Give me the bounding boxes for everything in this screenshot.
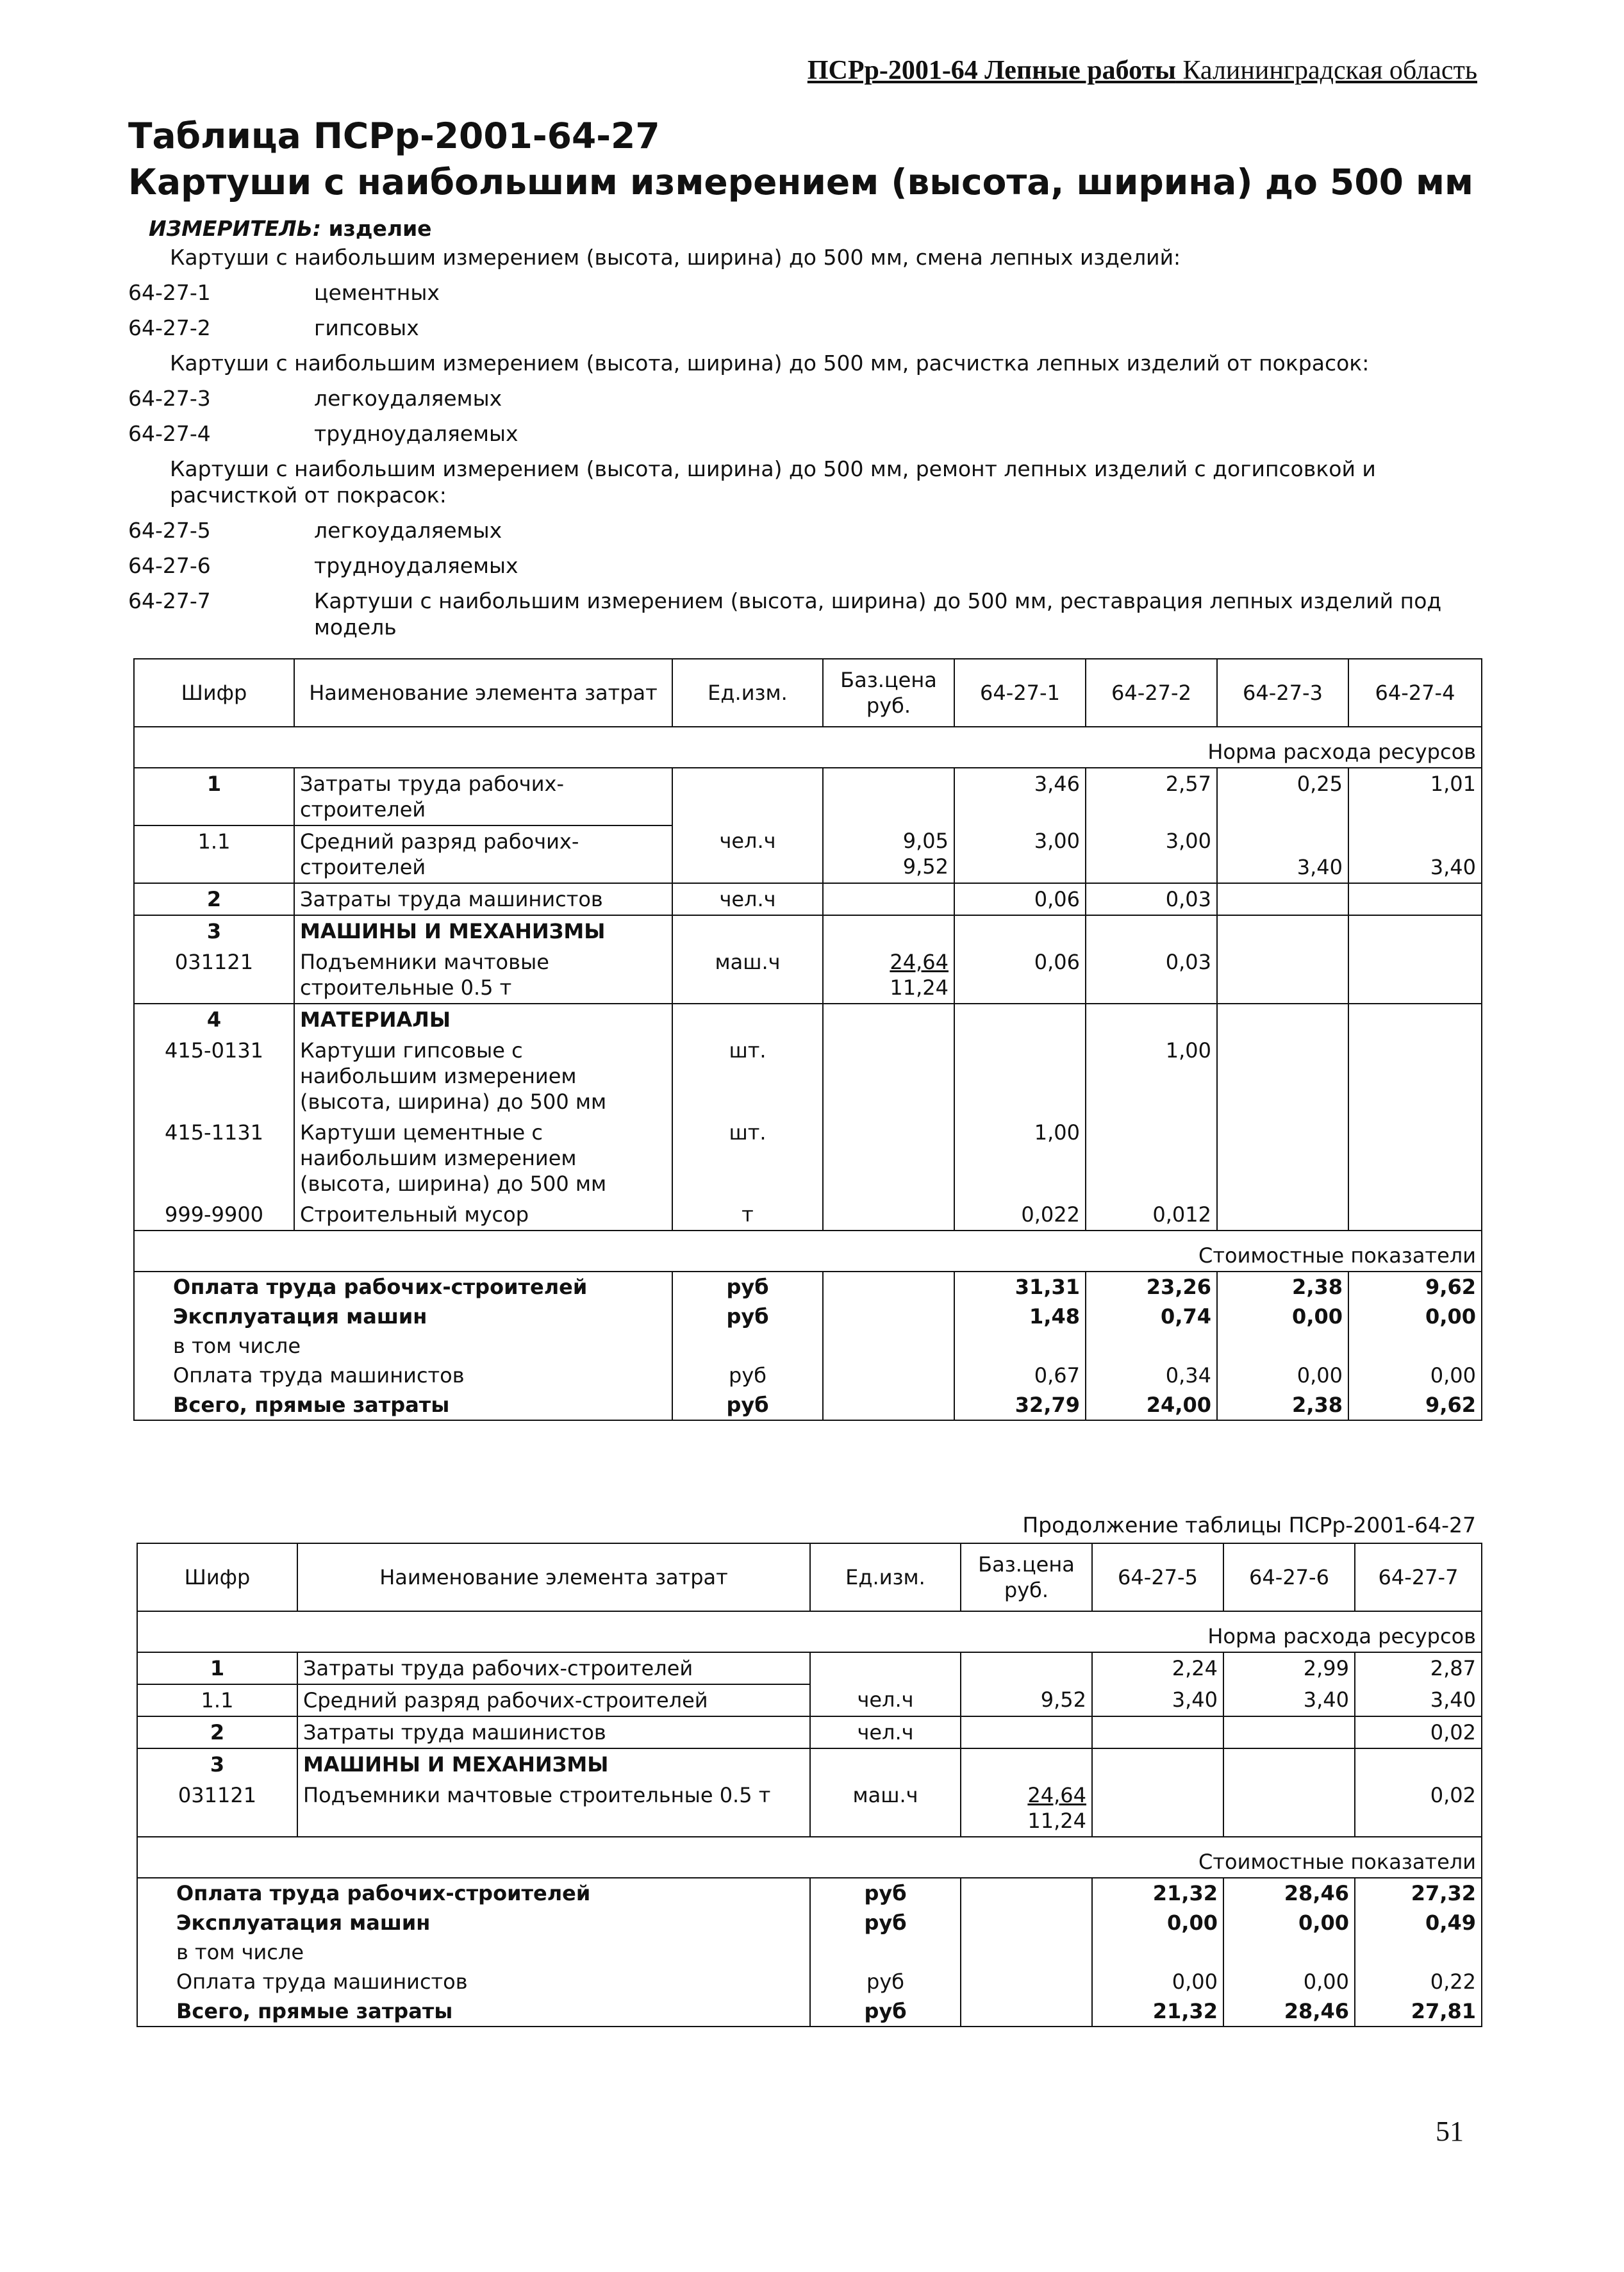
row-name: Средний разряд рабочих-строителей [294, 825, 672, 883]
header-price-line1: Баз.цена [840, 668, 937, 692]
row-code: 031121 [134, 947, 294, 1004]
row-value [1348, 1004, 1482, 1035]
header-name: Наименование элемента затрат [297, 1543, 810, 1611]
table-row [134, 915, 1482, 947]
cost-name: Эксплуатация машин [137, 1908, 810, 1937]
price-line: 11,24 [890, 975, 949, 1000]
row-value: 0,25 [1217, 768, 1348, 825]
cost-value: 0,00 [1217, 1361, 1348, 1390]
price-line: 24,64 [1027, 1783, 1086, 1807]
row-value: 3,46 [954, 768, 1086, 825]
meter-value: изделие [328, 216, 432, 241]
row-value [1223, 1780, 1355, 1837]
running-head [724, 55, 1477, 86]
cost-value: 1,48 [954, 1302, 1086, 1331]
section-norm: Норма расхода ресурсов [134, 727, 1482, 768]
row-unit: шт. [672, 1117, 823, 1199]
section-cost: Стоимостные показатели [134, 1231, 1482, 1272]
cost-value: 2,38 [1217, 1390, 1348, 1420]
row-code: 031121 [137, 1780, 297, 1837]
row-value: 0,03 [1086, 947, 1217, 1004]
row-value [1217, 883, 1348, 915]
row-value: 3,00 [1086, 825, 1217, 883]
cost-value: 9,62 [1348, 1390, 1482, 1420]
cost-price [961, 1996, 1092, 2027]
cost-value: 9,62 [1348, 1272, 1482, 1302]
row-value: 0,02 [1355, 1780, 1482, 1837]
row-unit [810, 1748, 961, 1780]
cost-value: 0,22 [1355, 1967, 1482, 1996]
table-header-row [137, 1543, 1482, 1611]
table-row [134, 1004, 1482, 1035]
header-price-line1: Баз.цена [978, 1552, 1075, 1577]
row-value [1355, 1748, 1482, 1780]
resource-table-2 [137, 1543, 1482, 2027]
cost-unit: руб [810, 1878, 961, 1908]
cost-value: 32,79 [954, 1390, 1086, 1420]
cost-row [134, 1361, 1482, 1390]
cost-value: 0,00 [1348, 1361, 1482, 1390]
cost-row [134, 1331, 1482, 1361]
price-line: 9,05 [902, 829, 949, 853]
table-row [134, 768, 1482, 825]
cost-value [1348, 1331, 1482, 1361]
table-row [134, 947, 1482, 1004]
cost-row [134, 1302, 1482, 1331]
row-price [823, 1004, 954, 1035]
cost-name: Оплата труда машинистов [137, 1967, 810, 1996]
row-name: Затраты труда машинистов [297, 1716, 810, 1748]
row-name: Картуши гипсовые с наибольшим измерением (высота, ширина) до 500 мм [294, 1035, 672, 1117]
header-col-4: 64-27-4 [1348, 659, 1482, 727]
header-col-1: 64-27-5 [1092, 1543, 1223, 1611]
running-head-bold: ПСРр-2001-64 Лепные работы [807, 56, 1176, 85]
row-value [1217, 1004, 1348, 1035]
row-value [1217, 1199, 1348, 1231]
cost-unit: руб [810, 1967, 961, 1996]
cost-value: 0,67 [954, 1361, 1086, 1390]
cost-price [823, 1302, 954, 1331]
row-value: 2,57 [1086, 768, 1217, 825]
cost-name: Эксплуатация машин [134, 1302, 672, 1331]
cost-value: 27,32 [1355, 1878, 1482, 1908]
cost-unit: руб [810, 1996, 961, 2027]
row-code: 1.1 [137, 1684, 297, 1716]
row-value: 0,03 [1086, 883, 1217, 915]
table-row [137, 1716, 1482, 1748]
cost-value: 0,00 [1217, 1302, 1348, 1331]
row-name: МАШИНЫ И МЕХАНИЗМЫ [297, 1748, 810, 1780]
row-value: 2,99 [1223, 1652, 1355, 1684]
row-code: 2 [137, 1716, 297, 1748]
row-price [961, 1716, 1092, 1748]
price-line: 11,24 [1027, 1809, 1086, 1833]
header-col-1: 64-27-1 [954, 659, 1086, 727]
cost-name: Оплата труда машинистов [134, 1361, 672, 1390]
desc-text: легкоудаляемых [314, 518, 502, 543]
row-name: Средний разряд рабочих-строителей [297, 1684, 810, 1716]
cost-row [137, 1908, 1482, 1937]
row-unit: чел.ч [810, 1684, 961, 1716]
desc-text: трудноудаляемых [314, 553, 518, 578]
desc-row [128, 385, 1480, 411]
cost-name: в том числе [137, 1937, 810, 1967]
row-name: Затраты труда рабочих-строителей [297, 1652, 810, 1684]
row-value [954, 1035, 1086, 1117]
table-row [137, 1652, 1482, 1684]
row-unit [672, 915, 823, 947]
table-row [134, 1117, 1482, 1199]
table-row [137, 1684, 1482, 1716]
cost-name: Оплата труда рабочих-строителей [134, 1272, 672, 1302]
row-value [954, 915, 1086, 947]
row-value [1223, 1716, 1355, 1748]
row-value: 1,00 [1086, 1035, 1217, 1117]
cost-name: Всего, прямые затраты [134, 1390, 672, 1420]
cost-value: 0,00 [1092, 1967, 1223, 1996]
row-name: Картуши цементные с наибольшим измерением (высота, ширина) до 500 мм [294, 1117, 672, 1199]
cost-unit [810, 1937, 961, 1967]
row-value: 0,012 [1086, 1199, 1217, 1231]
row-code: 415-0131 [134, 1035, 294, 1117]
cost-value: 21,32 [1092, 1878, 1223, 1908]
cost-value: 28,46 [1223, 1996, 1355, 2027]
cost-row [137, 1937, 1482, 1967]
row-value: 1,00 [954, 1117, 1086, 1199]
cost-value: 27,81 [1355, 1996, 1482, 2027]
cost-name: Всего, прямые затраты [137, 1996, 810, 2027]
row-value [1348, 1199, 1482, 1231]
row-unit: маш.ч [810, 1780, 961, 1837]
header-col-3: 64-27-3 [1217, 659, 1348, 727]
row-price [823, 825, 954, 883]
running-head-region: Калининградская область [1182, 56, 1477, 85]
price-line: 24,64 [890, 950, 949, 974]
header-price-line2: руб. [866, 693, 911, 718]
cost-value [1086, 1331, 1217, 1361]
table-title: Таблица ПСРр-2001-64-27 [128, 115, 660, 156]
desc-row [128, 588, 1480, 640]
cost-row [134, 1390, 1482, 1420]
description-block [128, 242, 1480, 640]
cost-unit: руб [672, 1390, 823, 1420]
cost-value [1092, 1937, 1223, 1967]
table-row [134, 883, 1482, 915]
row-value [1217, 915, 1348, 947]
cost-value: 0,00 [1092, 1908, 1223, 1937]
row-price [823, 947, 954, 1004]
header-price-line2: руб. [1004, 1578, 1049, 1602]
row-unit [810, 1652, 961, 1684]
row-name: МАШИНЫ И МЕХАНИЗМЫ [294, 915, 672, 947]
cost-value: 2,38 [1217, 1272, 1348, 1302]
row-code: 415-1131 [134, 1117, 294, 1199]
row-code: 1 [137, 1652, 297, 1684]
row-value [1223, 1748, 1355, 1780]
row-value [1348, 1035, 1482, 1117]
cost-unit: руб [672, 1361, 823, 1390]
row-value: 0,02 [1355, 1716, 1482, 1748]
row-value: 3,40 [1217, 825, 1348, 883]
row-name: Подъемники мачтовые строительные 0.5 т [294, 947, 672, 1004]
header-price [823, 659, 954, 727]
row-unit [672, 768, 823, 825]
row-price [823, 768, 954, 825]
row-value [1086, 1117, 1217, 1199]
table-header-row [134, 659, 1482, 727]
row-value: 2,24 [1092, 1652, 1223, 1684]
desc-row [128, 517, 1480, 543]
row-code: 999-9900 [134, 1199, 294, 1231]
row-name: Строительный мусор [294, 1199, 672, 1231]
desc-code: 64-27-4 [128, 421, 211, 446]
row-name: МАТЕРИАЛЫ [294, 1004, 672, 1035]
cost-name: Оплата труда рабочих-строителей [137, 1878, 810, 1908]
price-line: 9,52 [902, 854, 949, 879]
row-value [1348, 915, 1482, 947]
row-value: 3,40 [1223, 1684, 1355, 1716]
desc-text: трудноудаляемых [314, 421, 518, 446]
row-value: 2,87 [1355, 1652, 1482, 1684]
header-code: Шифр [137, 1543, 297, 1611]
row-unit: маш.ч [672, 947, 823, 1004]
row-value [1092, 1780, 1223, 1837]
desc-code: 64-27-5 [128, 518, 211, 543]
header-col-2: 64-27-2 [1086, 659, 1217, 727]
section-norm: Норма расхода ресурсов [137, 1611, 1482, 1652]
cost-value [1217, 1331, 1348, 1361]
row-code: 3 [134, 915, 294, 947]
cost-value: 28,46 [1223, 1878, 1355, 1908]
row-value [1348, 1117, 1482, 1199]
cost-value: 0,00 [1223, 1908, 1355, 1937]
row-code: 1 [134, 768, 294, 825]
cost-value: 0,34 [1086, 1361, 1217, 1390]
section-norm-row [137, 1611, 1482, 1652]
row-name: Затраты труда машинистов [294, 883, 672, 915]
row-price [823, 1035, 954, 1117]
cost-value [1355, 1937, 1482, 1967]
meter-label: ИЗМЕРИТЕЛЬ: [149, 216, 322, 241]
table-row [137, 1780, 1482, 1837]
row-code: 1.1 [134, 825, 294, 883]
row-value [1086, 915, 1217, 947]
row-unit: чел.ч [672, 825, 823, 883]
table-row [134, 825, 1482, 883]
cost-value: 0,49 [1355, 1908, 1482, 1937]
row-price [961, 1748, 1092, 1780]
cost-value: 0,00 [1223, 1967, 1355, 1996]
section-cost-row [137, 1837, 1482, 1878]
desc-text: легкоудаляемых [314, 386, 502, 411]
row-value [1217, 1117, 1348, 1199]
desc-code: 64-27-7 [128, 588, 211, 613]
row-value [1086, 1004, 1217, 1035]
group-heading: Картуши с наибольшим измерением (высота, ширина) до 500 мм, ремонт лепных изделий с догипсовкой и расчисткой от покрасок: [170, 456, 1376, 508]
row-unit [672, 1004, 823, 1035]
cost-price [823, 1390, 954, 1420]
row-value: 0,06 [954, 947, 1086, 1004]
desc-row [128, 552, 1480, 579]
cost-value [1223, 1937, 1355, 1967]
table-subtitle: Картуши с наибольшим измерением (высота, ширина) до 500 мм [128, 162, 1473, 203]
row-value [1348, 947, 1482, 1004]
row-code: 2 [134, 883, 294, 915]
desc-code: 64-27-6 [128, 553, 211, 578]
cost-value: 23,26 [1086, 1272, 1217, 1302]
continuation-caption: Продолжение таблицы ПСРр-2001-64-27 [1022, 1513, 1476, 1538]
table-row [137, 1748, 1482, 1780]
cost-unit [672, 1331, 823, 1361]
header-code: Шифр [134, 659, 294, 727]
cost-row [137, 1996, 1482, 2027]
cost-unit: руб [672, 1272, 823, 1302]
row-price [823, 915, 954, 947]
desc-row [128, 315, 1480, 341]
group-heading: Картуши с наибольшим измерением (высота, ширина) до 500 мм, смена лепных изделий: [170, 245, 1181, 270]
row-value: 3,40 [1355, 1684, 1482, 1716]
row-value [1092, 1748, 1223, 1780]
row-price [961, 1652, 1092, 1684]
row-value [954, 1004, 1086, 1035]
header-col-2: 64-27-6 [1223, 1543, 1355, 1611]
cost-price [961, 1878, 1092, 1908]
row-price [823, 1199, 954, 1231]
row-value: 0,022 [954, 1199, 1086, 1231]
section-cost-row [134, 1231, 1482, 1272]
group-heading: Картуши с наибольшим измерением (высота, ширина) до 500 мм, расчистка лепных изделий от покрасок: [170, 351, 1370, 376]
cost-unit: руб [810, 1908, 961, 1937]
cost-price [961, 1967, 1092, 1996]
cost-value: 31,31 [954, 1272, 1086, 1302]
cost-row [137, 1967, 1482, 1996]
row-unit: чел.ч [810, 1716, 961, 1748]
desc-text: Картуши с наибольшим измерением (высота, ширина) до 500 мм, реставрация лепных изделий под модель [314, 588, 1442, 640]
cost-price [961, 1937, 1092, 1967]
table-row [134, 1199, 1482, 1231]
cost-value: 21,32 [1092, 1996, 1223, 2027]
header-unit: Ед.изм. [810, 1543, 961, 1611]
row-value: 3,40 [1092, 1684, 1223, 1716]
row-value: 3,40 [1348, 825, 1482, 883]
row-code: 4 [134, 1004, 294, 1035]
row-value: 1,01 [1348, 768, 1482, 825]
table-row [134, 1035, 1482, 1117]
desc-row [128, 420, 1480, 447]
row-unit: шт. [672, 1035, 823, 1117]
row-name: Подъемники мачтовые строительные 0.5 т [297, 1780, 810, 1837]
cost-value [954, 1331, 1086, 1361]
row-value [1217, 947, 1348, 1004]
row-price [823, 883, 954, 915]
desc-row [128, 279, 1480, 306]
header-name: Наименование элемента затрат [294, 659, 672, 727]
row-price: 9,52 [961, 1684, 1092, 1716]
meter-line [149, 216, 432, 241]
cost-value: 24,00 [1086, 1390, 1217, 1420]
cost-price [961, 1908, 1092, 1937]
desc-text: цементных [314, 280, 440, 305]
page-number: 51 [1436, 2116, 1464, 2147]
row-price [823, 1117, 954, 1199]
desc-code: 64-27-3 [128, 386, 211, 411]
desc-code: 64-27-1 [128, 280, 211, 305]
row-name: Затраты труда рабочих-строителей [294, 768, 672, 825]
cost-row [137, 1878, 1482, 1908]
row-value [1217, 1035, 1348, 1117]
section-norm-row [134, 727, 1482, 768]
header-price [961, 1543, 1092, 1611]
row-price [961, 1780, 1092, 1837]
cost-unit: руб [672, 1302, 823, 1331]
row-unit: т [672, 1199, 823, 1231]
cost-price [823, 1331, 954, 1361]
cost-row [134, 1272, 1482, 1302]
section-cost: Стоимостные показатели [137, 1837, 1482, 1878]
row-unit: чел.ч [672, 883, 823, 915]
row-value: 0,06 [954, 883, 1086, 915]
header-col-3: 64-27-7 [1355, 1543, 1482, 1611]
header-unit: Ед.изм. [672, 659, 823, 727]
desc-code: 64-27-2 [128, 315, 211, 340]
cost-value: 0,74 [1086, 1302, 1217, 1331]
resource-table-1 [133, 658, 1482, 1421]
cost-price [823, 1361, 954, 1390]
cost-name: в том числе [134, 1331, 672, 1361]
desc-text: гипсовых [314, 315, 419, 340]
cost-value: 0,00 [1348, 1302, 1482, 1331]
row-code: 3 [137, 1748, 297, 1780]
row-value: 3,00 [954, 825, 1086, 883]
row-value [1348, 883, 1482, 915]
cost-price [823, 1272, 954, 1302]
row-value [1092, 1716, 1223, 1748]
